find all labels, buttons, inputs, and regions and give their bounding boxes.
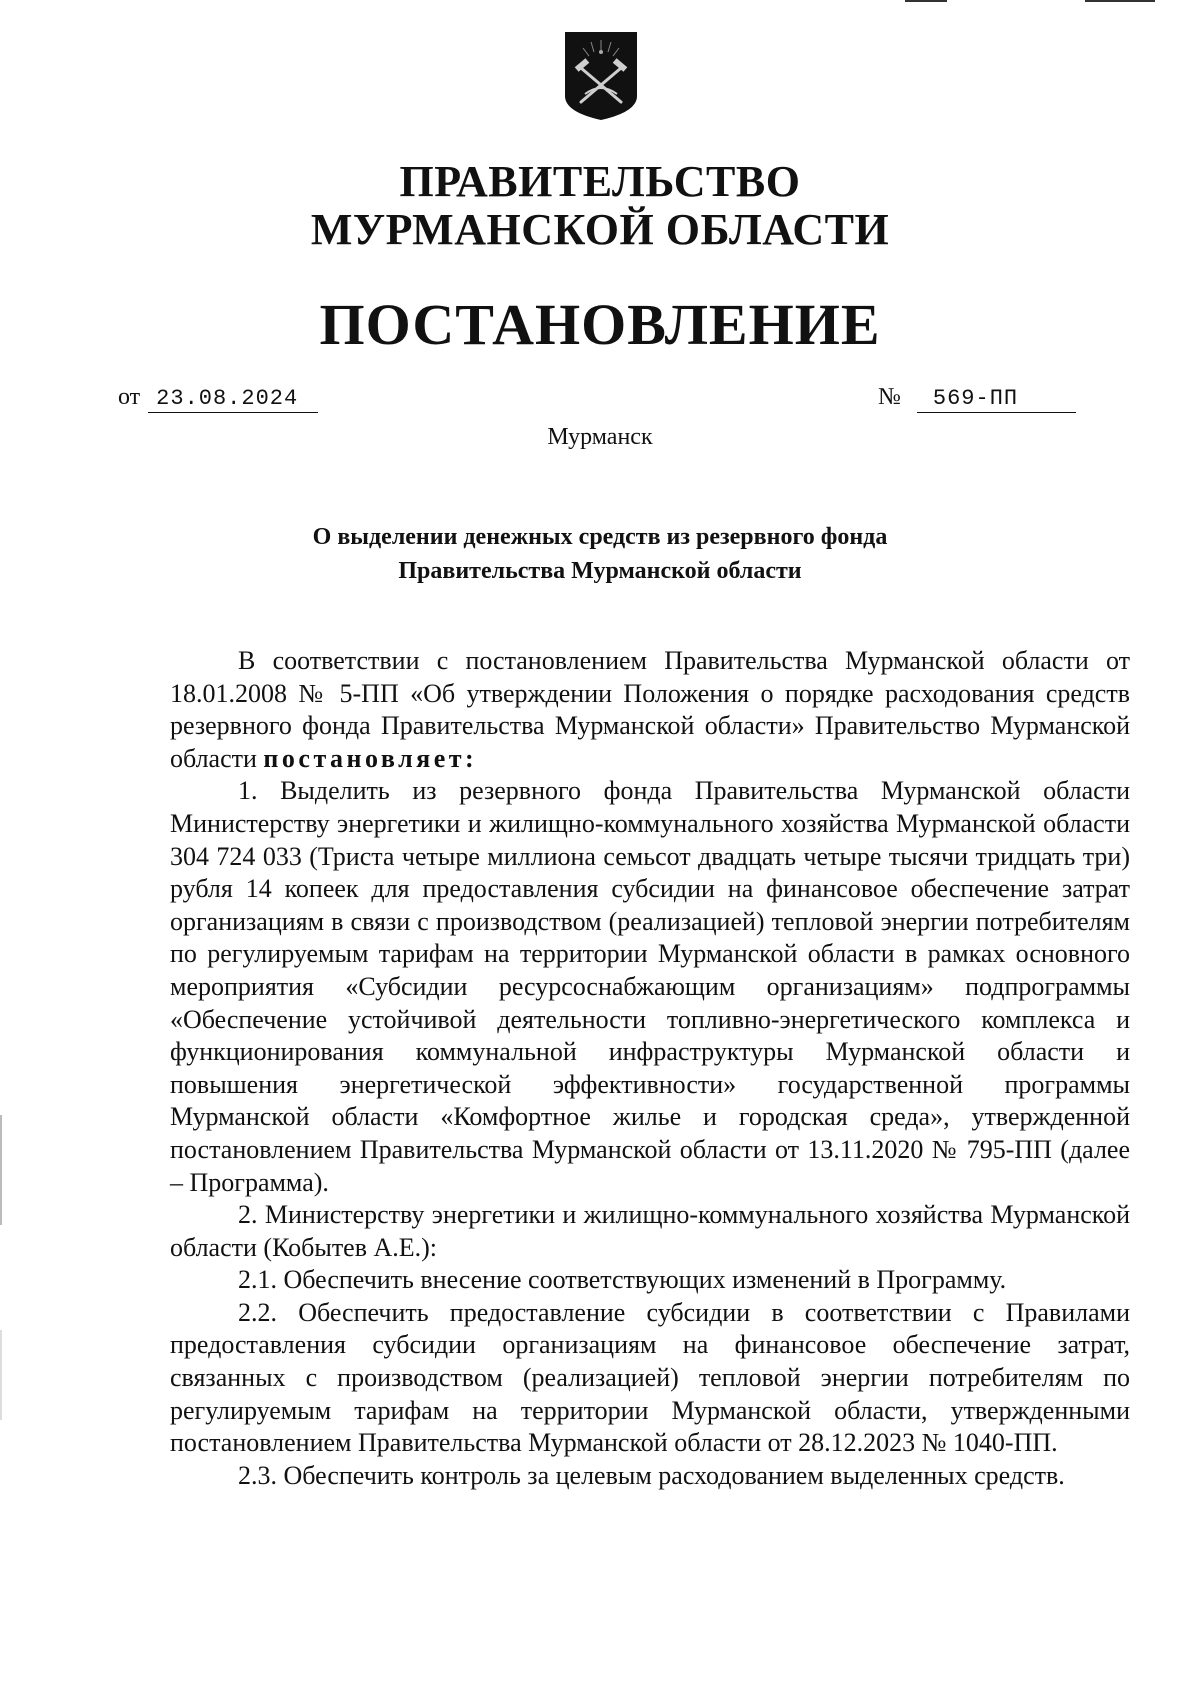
scan-artifact <box>905 0 947 2</box>
scan-artifact <box>1085 0 1155 2</box>
date-prefix: от <box>118 384 141 410</box>
document-number <box>878 384 1076 413</box>
document-body <box>170 645 1130 1492</box>
date-value: 23.08.2024 <box>148 386 318 413</box>
title-line2: Правительства Мурманской области <box>398 558 802 584</box>
document-date <box>118 384 318 413</box>
number-value: 569-ПП <box>917 386 1076 413</box>
title-line1: О выделении денежных средств из резервного фонда <box>312 524 888 550</box>
preamble-paragraph <box>170 645 1130 775</box>
government-name-line2: МУРМАНСКОЙ ОБЛАСТИ <box>310 205 890 254</box>
coat-of-arms-icon <box>563 30 639 122</box>
decree-word: постановляет: <box>263 743 478 773</box>
city: Мурманск <box>547 424 653 450</box>
item-2-1: 2.1. Обеспечить внесение соответствующих изменений в Программу. <box>238 1265 1007 1295</box>
government-name-line1: ПРАВИТЕЛЬСТВО <box>399 157 801 206</box>
scan-edge-artifact <box>0 1115 2 1225</box>
preamble-text: В соответствии с постановлением Правительства Мурманской области от 18.01.2008 № 5-ПП «Об утверждении Положения о порядке расходования средств резервного фонда Правительства Мурманской области» Правительство Мурманской области <box>170 646 1130 773</box>
scan-edge-artifact <box>0 1330 2 1420</box>
number-prefix: № <box>878 384 901 410</box>
item-1: 1. Выделить из резервного фонда Правительства Мурманской области Министерству энергетики и жилищно-коммунального хозяйства Мурманской области 304 724 033 (Триста четыре миллиона семьсот двадцать четыре тысячи тридцать три) рубля 14 копеек для предоставления субсидии на финансовое обеспечение затрат организациям в связи с производством (реализацией) тепловой энергии потребителям по регулируемым тарифам на территории Мурманской области в рамках основного мероприятия «Субсидии ресурсоснабжающим организациям» подпрограммы «Обеспечение устойчивой деятельности топливно-энергетического комплекса и функционирования коммунальной инфраструктуры Мурманской области и повышения энергетической эффективности» государственной программы Мурманской области «Комфортное жилье и городская среда», утвержденной постановлением Правительства Мурманской области от 13.11.2020 № 795-ПП (далее – Программа). <box>170 776 1130 1197</box>
item-2: 2. Министерству энергетики и жилищно-коммунального хозяйства Мурманской области (Кобытев А.Е.): <box>170 1200 1130 1262</box>
document-title <box>0 520 1200 588</box>
document-type: ПОСТАНОВЛЕНИЕ <box>319 292 881 357</box>
item-2-3: 2.3. Обеспечить контроль за целевым расходованием выделенных средств. <box>238 1460 1065 1490</box>
item-2-2: 2.2. Обеспечить предоставление субсидии в соответствии с Правилами предоставления субсидии организациям на финансовое обеспечение затрат, связанных с производством (реализацией) тепловой энергии потребителям по регулируемым тарифам на территории Мурманской области, утвержденными постановлением Правительства Мурманской области от 28.12.2023 № 1040-ПП. <box>170 1297 1130 1458</box>
